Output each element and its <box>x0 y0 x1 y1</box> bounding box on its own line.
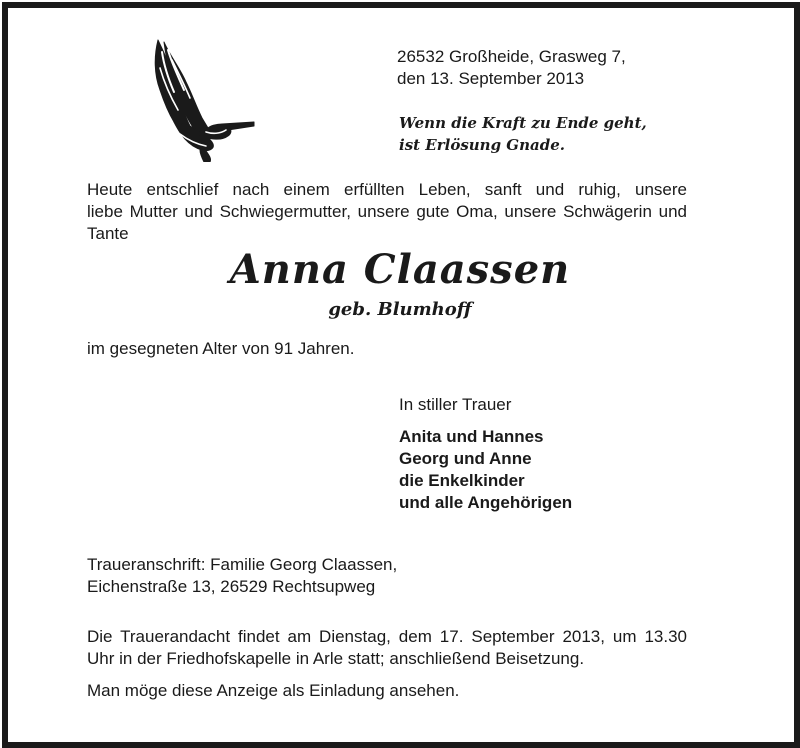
deceased-name: Anna Claassen <box>229 246 571 293</box>
ceremony-line-1: Die Trauerandacht findet am Dienstag, dem 17. September 2013, um 13.30 <box>87 627 687 646</box>
ceremony-paragraph <box>87 626 687 670</box>
address-line-1: Traueranschrift: Familie Georg Claassen, <box>87 555 398 574</box>
sender-address: 26532 Großheide, Grasweg 7, <box>397 47 626 66</box>
intro-line-2: liebe Mutter und Schwiegermutter, unsere gute Oma, unsere Schwägerin und <box>87 202 687 221</box>
mourner-item: Georg und Anne <box>399 449 532 468</box>
motto-line-1: Wenn die Kraft zu Ende geht, <box>399 114 647 132</box>
mourning-address <box>87 554 397 598</box>
mourner-item: Anita und Hannes <box>399 427 544 446</box>
maiden-name: geb. Blumhoff <box>328 299 472 320</box>
motto-line-2: ist Erlösung Gnade. <box>399 136 565 154</box>
mourners-list <box>399 426 572 514</box>
sender-location <box>397 46 626 90</box>
mourning-heading: In stiller Trauer <box>399 395 512 414</box>
praying-hands-icon <box>150 38 258 162</box>
invitation-text: Man möge diese Anzeige als Einladung ansehen. <box>87 681 460 700</box>
mourner-item: die Enkelkinder <box>399 471 525 490</box>
intro-paragraph <box>87 179 687 245</box>
intro-line-3: Tante <box>87 224 129 243</box>
mourner-item: und alle Angehörigen <box>399 493 573 512</box>
address-line-2: Eichenstraße 13, 26529 Rechtsupweg <box>87 577 376 596</box>
age-text: im gesegneten Alter von 91 Jahren. <box>87 339 355 358</box>
motto <box>399 112 647 156</box>
intro-line-1: Heute entschlief nach einem erfüllten Leben, sanft und ruhig, unsere <box>87 180 687 199</box>
ceremony-line-2: Uhr in der Friedhofskapelle in Arle statt; anschließend Beisetzung. <box>87 649 585 668</box>
notice-date: den 13. September 2013 <box>397 69 585 88</box>
